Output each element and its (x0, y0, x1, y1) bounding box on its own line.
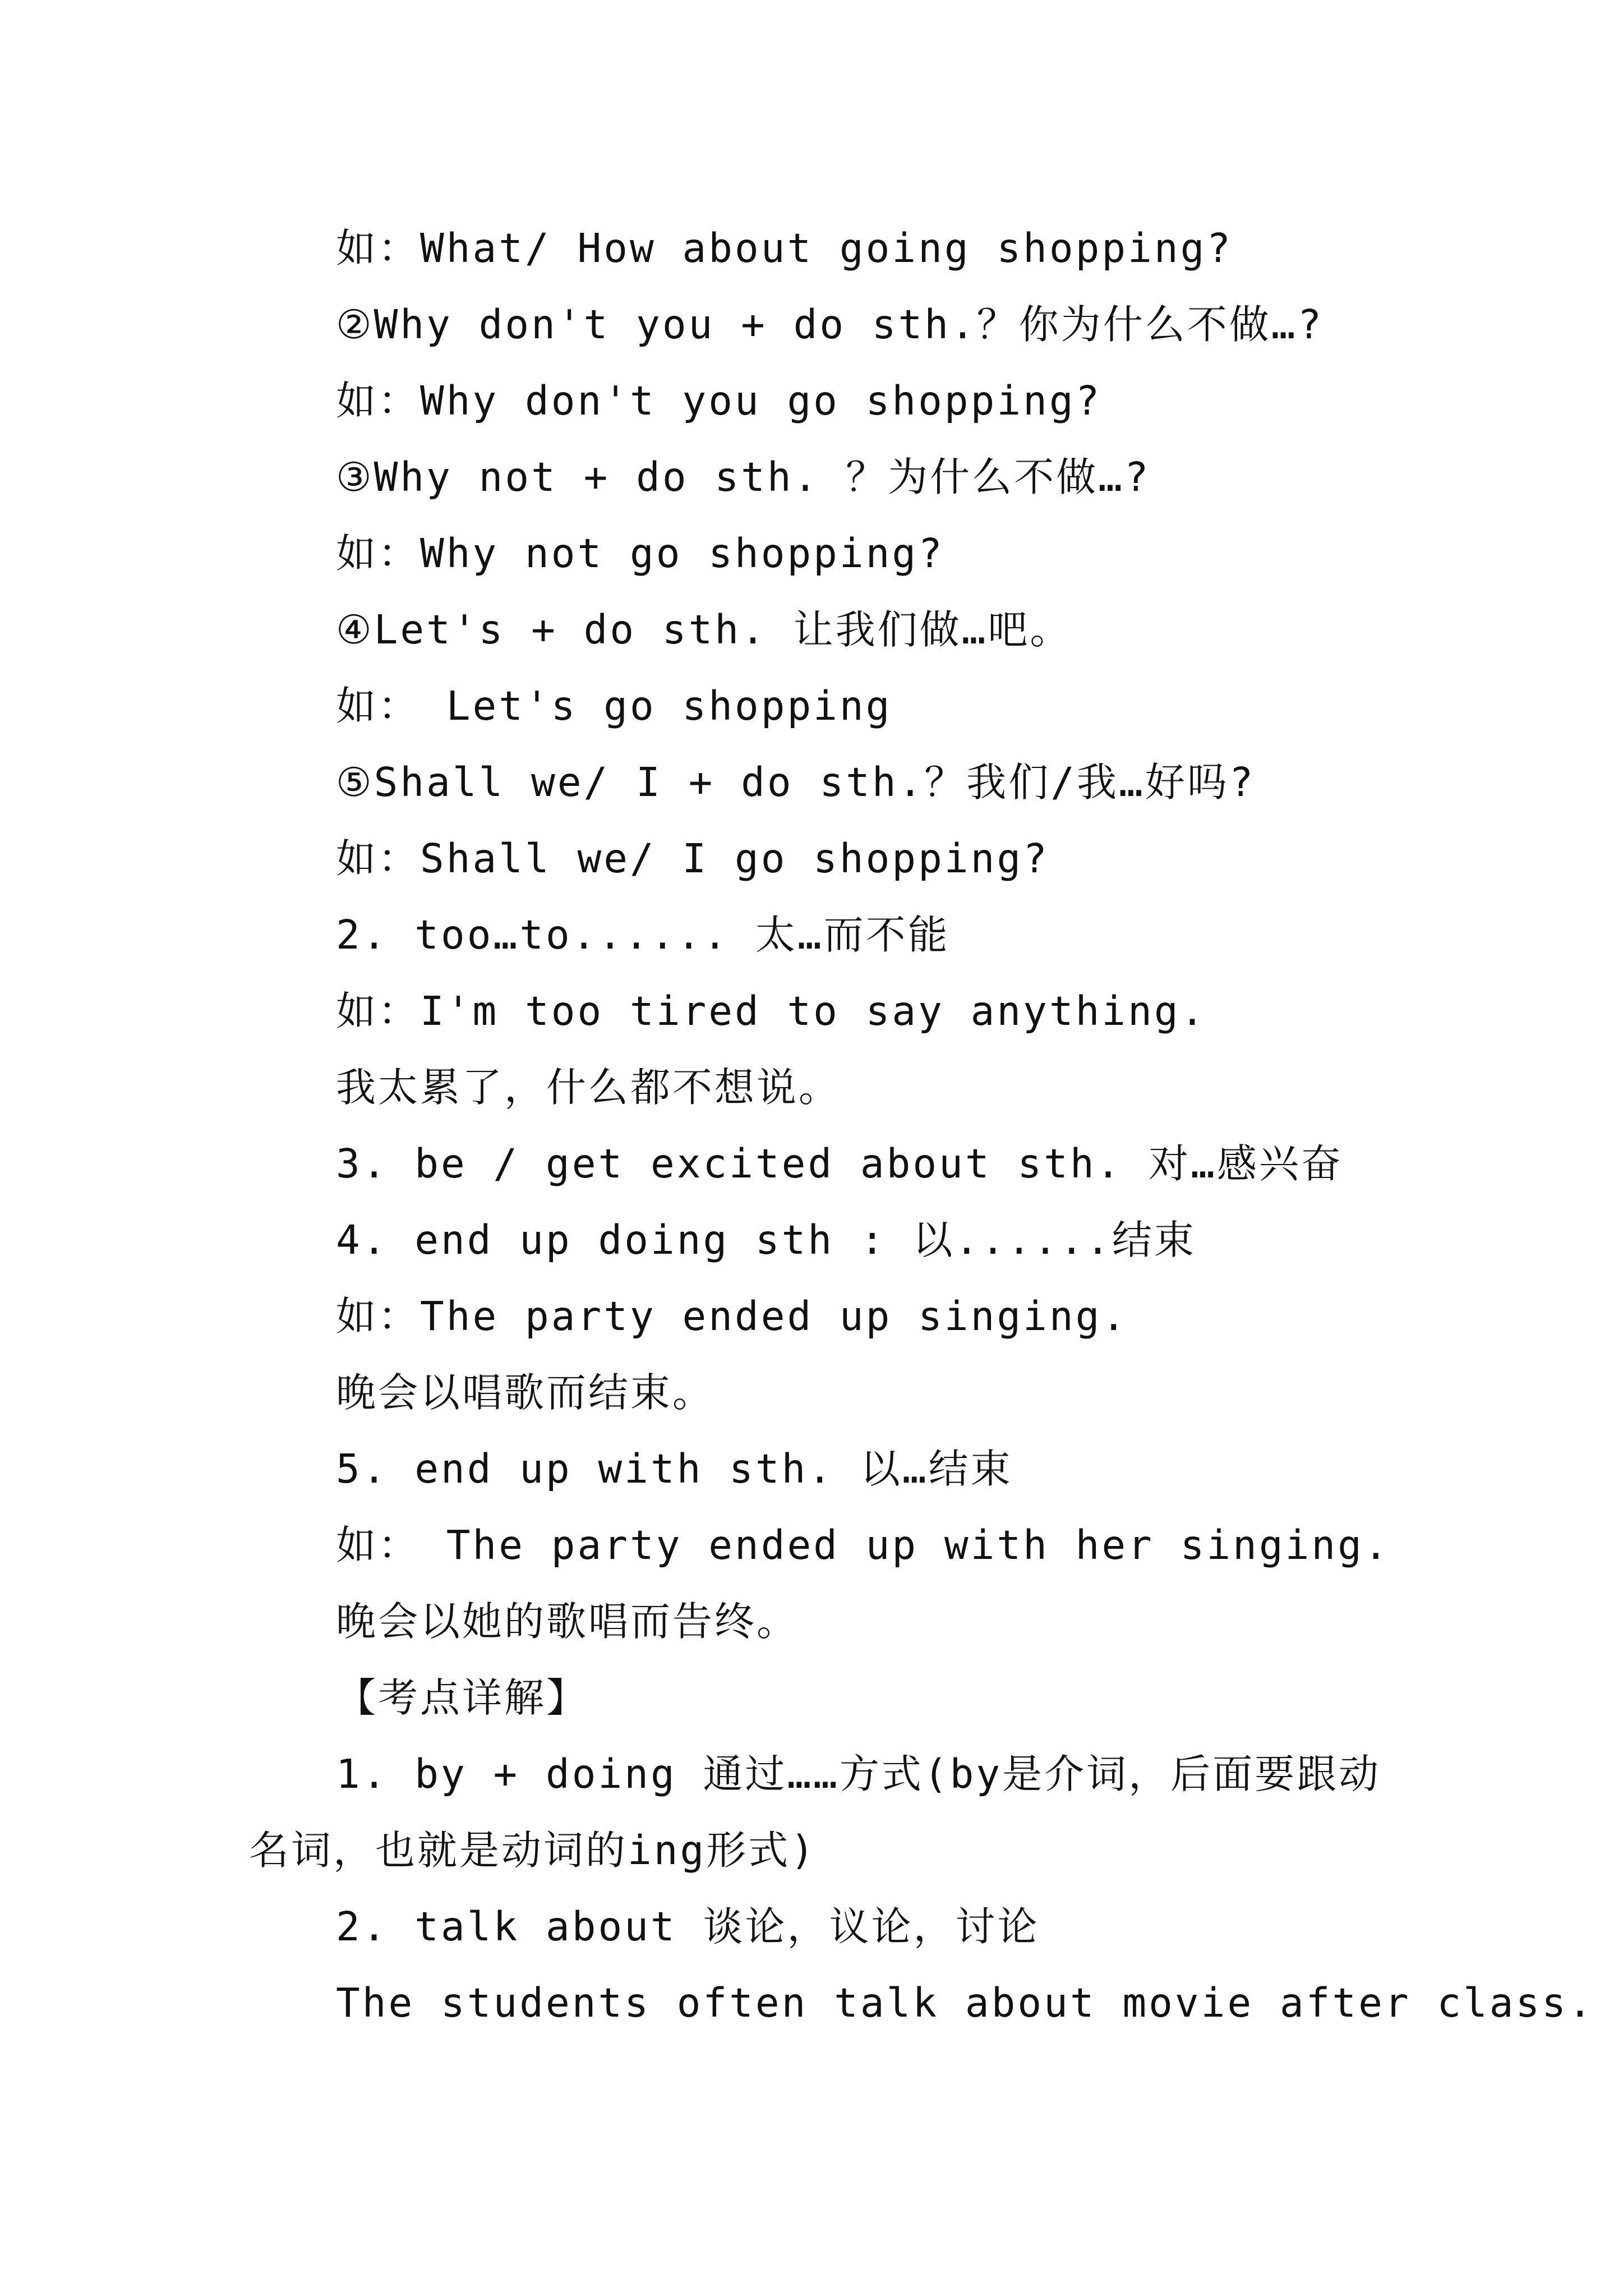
pattern-line-lets: ④Let's + do sth. 让我们做…吧。 (336, 606, 1072, 653)
translation-line-ended-up-singing: 晚会以唱歌而结束。 (336, 1369, 715, 1416)
example-line-ended-up-with: 如： The party ended up with her singing. (336, 1522, 1390, 1568)
pattern-line-shall-we: ⑤Shall we/ I + do sth.？我们/我…好吗? (336, 759, 1256, 806)
example-line-what-how-about: 如：What/ How about going shopping? (336, 225, 1233, 272)
example-line-lets: 如： Let's go shopping (336, 683, 892, 729)
item-line-end-up-with: 5. end up with sth. 以…结束 (336, 1446, 1013, 1492)
example-line-why-dont-you: 如：Why don't you go shopping? (336, 378, 1102, 424)
document-body (249, 210, 1594, 2041)
translation-line-too-tired: 我太累了，什么都不想说。 (336, 1064, 841, 1111)
example-line-talk-about: The students often talk about movie after class. (336, 1980, 1594, 2026)
item-line-by-doing: 1. by + doing 通过……方式(by是介词，后面要跟动 (336, 1751, 1381, 1797)
item-line-end-up-doing: 4. end up doing sth : 以......结束 (336, 1217, 1196, 1263)
item-line-too-to: 2. too…to...... 太…而不能 (336, 912, 950, 958)
item-line-talk-about: 2. talk about 谈论，议论，讨论 (336, 1903, 1040, 1950)
translation-line-ended-up-with: 晚会以她的歌唱而告终。 (336, 1598, 799, 1645)
example-line-ended-up-singing: 如：The party ended up singing. (336, 1293, 1128, 1340)
section-heading-exam-points: 【考点详解】 (336, 1674, 589, 1721)
example-line-why-not: 如：Why not go shopping? (336, 530, 944, 577)
item-line-by-doing-continued: 名词，也就是动词的ing形式) (249, 1827, 817, 1874)
pattern-line-why-not: ③Why not + do sth. ？为什么不做…? (336, 454, 1151, 500)
example-line-shall-we: 如：Shall we/ I go shopping? (336, 835, 1049, 882)
pattern-line-why-dont-you: ②Why don't you + do sth.？你为什么不做…? (336, 301, 1324, 348)
example-line-too-tired: 如：I'm too tired to say anything. (336, 988, 1207, 1034)
item-line-excited-about: 3. be / get excited about sth. 对…感兴奋 (336, 1140, 1343, 1187)
